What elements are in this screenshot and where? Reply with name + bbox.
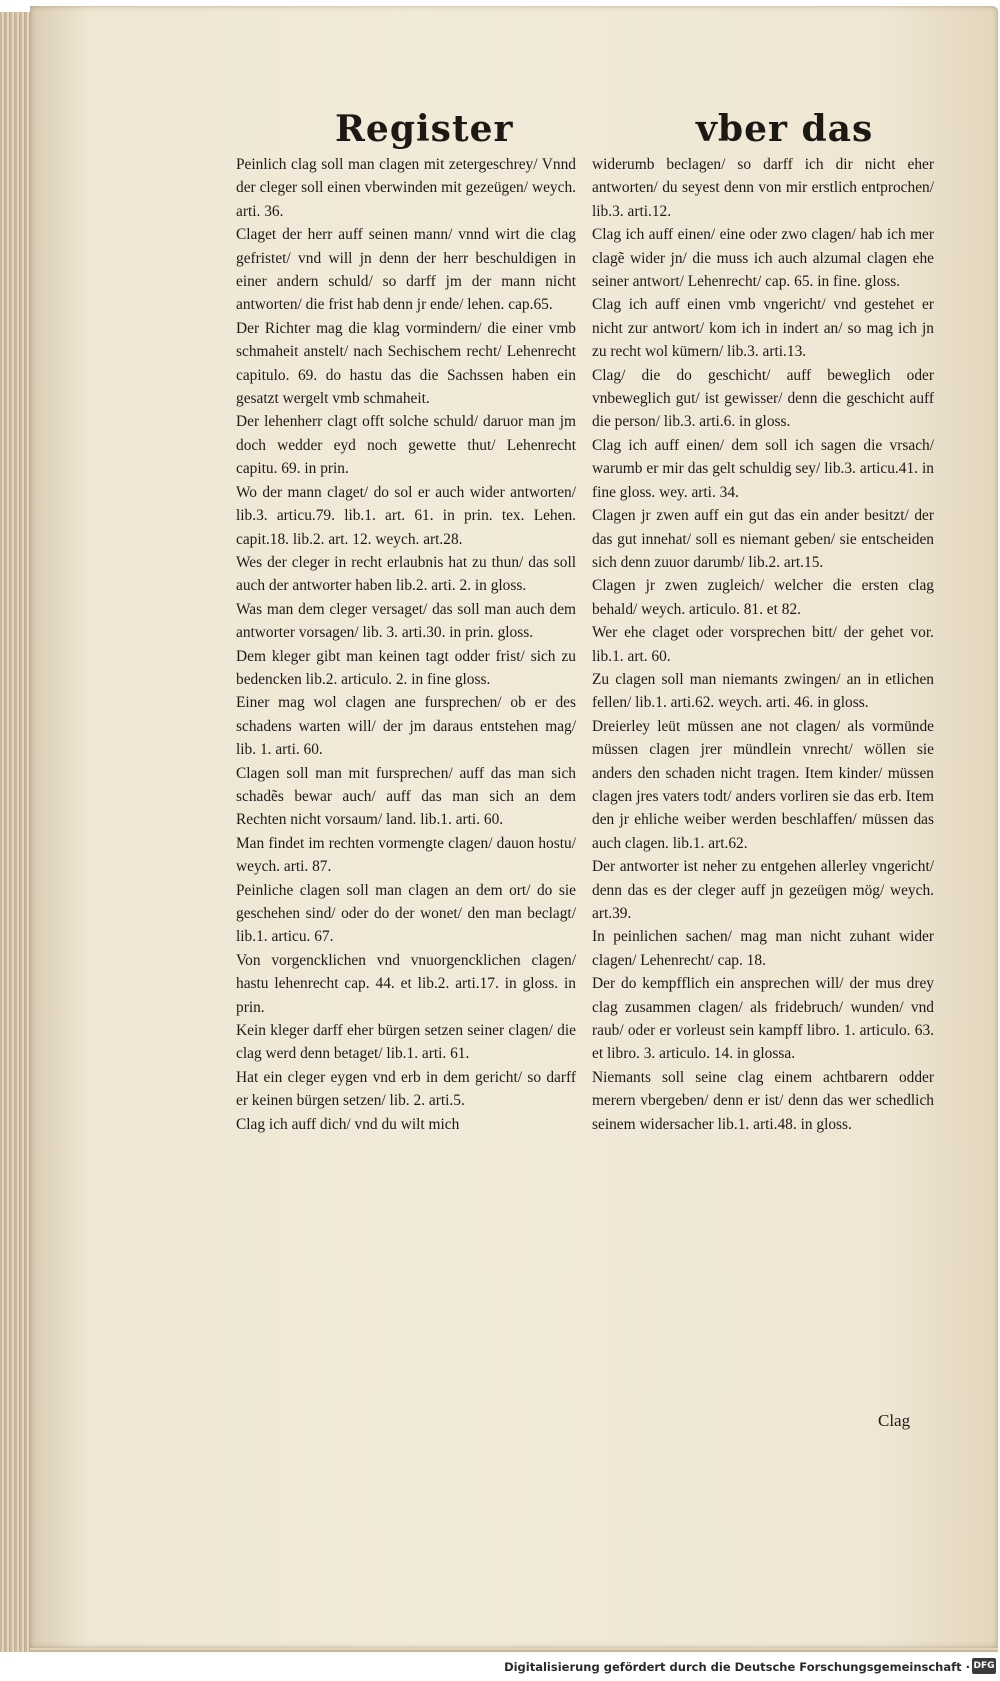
register-entry: Clag ich auff dich/ vnd du wilt mich [236,1115,460,1133]
running-head-right: vber das [696,108,874,150]
register-entry: Der lehenherr clagt offt solche schuld/ daruor man jm doch wedder eyd noch gewette thut/ Lehenrecht capitu. 69. in prin. [236,413,576,478]
left-column [236,153,576,1136]
register-entry: Clagen soll man mit fursprechen/ auff das man sich schadẽs bewar auch/ auff das man sich an dem Rechten nicht vorsaum/ land. lib.1. arti. 60. [236,764,576,829]
register-entry: Clag/ die do geschicht/ auff beweglich oder vnbeweglich gut/ ist gewisser/ denn die geschicht auff die person/ lib.3. arti.6. in gloss. [592,366,934,431]
register-entry: Dreierley leüt müssen ane not clagen/ als vormünde müssen clagen jrer mündlein vnrecht/ wöllen sie anders den schaden nicht tragen. Item kinder/ müssen clagen jres vaters todt/ anders vorliren sie das erb. Item den jr ehliche weiber werden beschlaffen/ müssen das auch clagen. lib.1. art.62. [592,717,934,852]
register-entry: Peinliche clagen soll man clagen an dem ort/ do sie geschehen sind/ oder do der wonet/ den man beclagt/ lib.1. articu. 67. [236,881,576,946]
register-entry: Clag ich auff einen/ eine oder zwo clagen/ hab ich mer clagẽ wider jn/ die muss ich auch alzumal clagen ehe seiner antwort/ Lehenrecht/ cap. 65. in fine. gloss. [592,226,934,291]
register-entry: Clagen jr zwen zugleich/ welcher die ersten clag behald/ weych. articulo. 81. et 82. [592,577,934,618]
footer-bar [0,1654,1000,1681]
register-entry: Von vorgencklichen vnd vnuorgencklichen clagen/ hastu lehenrecht cap. 44. et lib.2. arti.17. in gloss. in prin. [236,951,576,1016]
register-entry: Man findet im rechten vormengte clagen/ dauon hostu/ weych. arti. 87. [236,834,576,876]
right-column [592,153,934,1136]
running-head-left: Register [335,108,514,150]
register-entry: Wer ehe claget oder vorsprechen bitt/ der gehet vor. lib.1. art. 60. [592,624,934,665]
register-entry: Clagen jr zwen auff ein gut das ein ander besitzt/ der das gut innehat/ soll es niemant geben/ sie entscheiden sich denn zuuor darumb/ lib.2. art.15. [592,507,934,571]
register-entry: Kein kleger darff eher bürgen setzen seiner clagen/ die clag werd denn betaget/ lib.1. arti. 61. [236,1022,576,1063]
register-entry: Claget der herr auff seinen mann/ vnnd wirt die clag gefristet/ vnd will jn denn der herr beschuldigen in einer andern schuld/ so darff jm der mann nicht antworten/ die frist hab denn jr ende/ lehen. cap.65. [236,226,576,314]
register-entry: Der antworter ist neher zu entgehen allerley vngericht/ denn das es der cleger auff jn gezeügen mög/ weych. art.39. [592,858,934,922]
register-entry: Clag ich auff einen/ dem soll ich sagen die vrsach/ warumb er mir das gelt schuldig sey/ lib.3. articu.41. in fine gloss. wey. arti. 34. [592,436,934,501]
register-entry: Der do kempfflich ein ansprechen will/ der mus drey clag zusammen clagen/ als fridebruch/ wunden/ vnd raub/ oder er vorleust sein kampff libro. 1. articulo. 63. et libro. 3. articulo. 14. in glossa. [592,975,934,1063]
register-entry: Zu clagen soll man niemants zwingen/ an in etlichen fellen/ lib.1. arti.62. weych. arti. 46. in gloss. [592,670,934,712]
register-entry: Niemants soll seine clag einem achtbarern odder merern vbergeben/ denn er ist/ denn das wer schedlich seinem widersacher lib.1. arti.48. in gloss. [592,1068,934,1133]
dfg-logo-icon: DFG [972,1658,996,1674]
register-entry: Wo der mann claget/ do sol er auch wider antworten/ lib.3. articu.79. lib.1. art. 61. in prin. tex. Lehen. capit.18. lib.2. art. 12. weych. art.28. [236,483,576,548]
register-entry: Clag ich auff einen vmb vngericht/ vnd gestehet er nicht zur antwort/ kom ich in indert an/ so mag ich jn zu recht wol kümern/ lib.3. arti.13. [592,296,934,361]
register-entry: Hat ein cleger eygen vnd erb in dem gericht/ so darff er keinen bürgen setzen/ lib. 2. arti.5. [236,1068,576,1110]
register-entry: Dem kleger gibt man keinen tagt odder frist/ sich zu bedencken lib.2. articulo. 2. in fine gloss. [236,647,576,688]
register-entry: Wes der cleger in recht erlaubnis hat zu thun/ das soll auch der antworter haben lib.2. arti. 2. in gloss. [236,553,576,595]
register-entry: Einer mag wol clagen ane fursprechen/ ob er des schadens warten will/ der jm daraus entstehen mag/ lib. 1. arti. 60. [236,694,576,759]
register-entry: In peinlichen sachen/ mag man nicht zuhant wider clagen/ Lehenrecht/ cap. 18. [592,928,934,969]
catchword: Clag [878,1411,911,1430]
page-edges [0,12,31,1652]
register-entry: Was man dem cleger versaget/ das soll man auch dem antworter vorsagen/ lib. 3. arti.30. in prin. gloss. [236,600,576,642]
register-entry: Peinlich clag soll man clagen mit zetergeschrey/ Vnnd der cleger soll einen vberwinden mit gezeügen/ weych. arti. 36. [236,156,576,220]
register-entry: Der Richter mag die klag vormindern/ die einer vmb schmaheit anstelt/ nach Sechischem recht/ Lehenrecht capitulo. 69. do hastu das die Sachssen haben ein gesatzt wergelt vmb schmaheit. [236,319,576,408]
register-entry: widerumb beclagen/ so darff ich dir nicht eher antworten/ du seyest denn von mir erstlich entprochen/ lib.3. arti.12. [592,156,934,220]
footer-credit: Digitalisierung gefördert durch die Deutsche Forschungsgemeinschaft · [504,1660,970,1674]
